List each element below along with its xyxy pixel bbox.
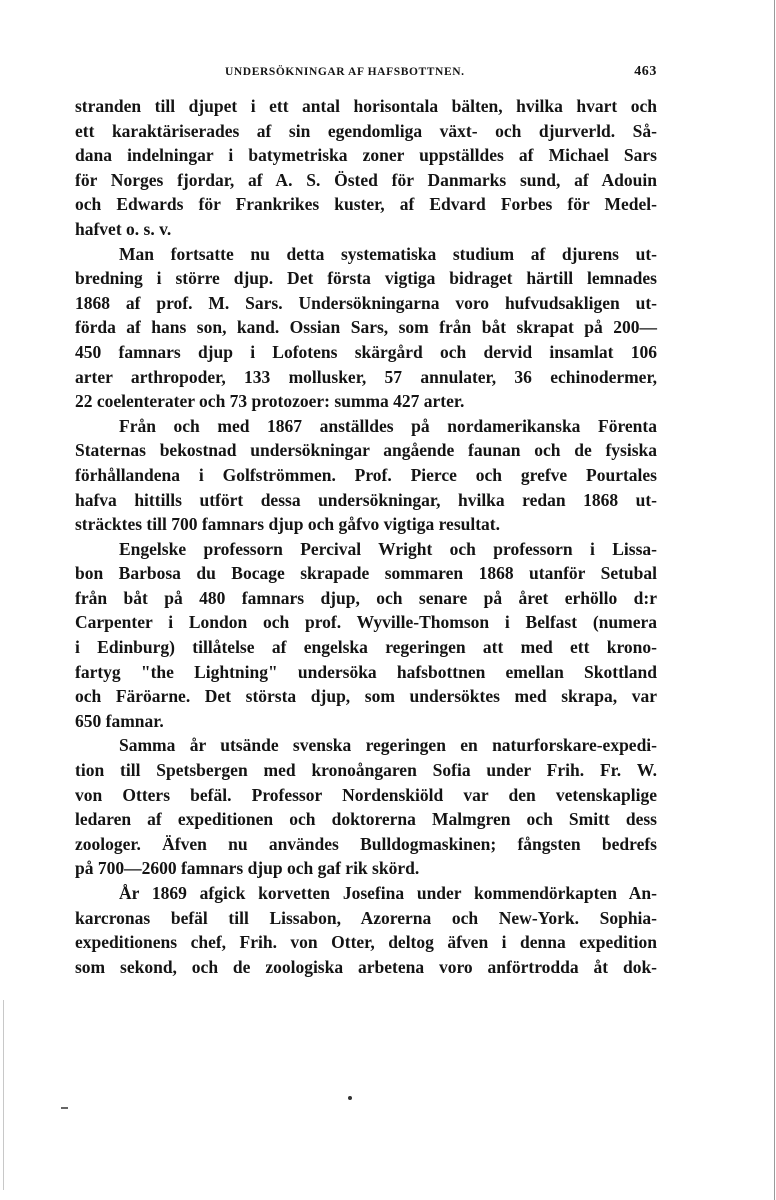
text-line: Från och med 1867 anställdes på nordamerikanska Förenta (119, 415, 657, 436)
text-line: karcronas befäl till Lissabon, Azorerna och New-York. Sophia- (75, 907, 657, 928)
text-line: på 700—2600 famnars djup och gaf rik skörd. (75, 858, 420, 879)
paragraph (75, 414, 657, 537)
scan-speck (348, 1096, 352, 1100)
text-line: sträcktes till 700 famnars djup och gåfvo vigtiga resultat. (75, 514, 500, 535)
text-line: förhållandena i Golfströmmen. Prof. Pierce och grefve Pourtales (75, 464, 657, 485)
text-line: tion till Spetsbergen med kronoångaren Sofia under Frih. Fr. W. (75, 760, 657, 781)
text-line: zoologer. Äfven nu användes Bulldogmaskinen; fångsten bedrefs (75, 833, 657, 854)
scan-margin-mark (3, 1000, 4, 1190)
text-line: för Norges fjordar, af A. S. Östed för Danmarks sund, af Adouin (75, 169, 657, 190)
text-line: i Edinburg) tillåtelse af engelska regeringen att med ett krono- (75, 637, 657, 658)
page-number: 463 (634, 64, 657, 79)
text-line: dana indelningar i batymetriska zoner uppställdes af Michael Sars (75, 145, 657, 166)
scan-speck (61, 1107, 68, 1109)
text-line: hafvet o. s. v. (75, 218, 172, 239)
text-line: Carpenter i London och prof. Wyville-Thomson i Belfast (numera (75, 612, 657, 633)
text-line: från båt på 480 famnars djup, och senare på året erhöllo d:r (75, 587, 657, 608)
text-line: stranden till djupet i ett antal horisontala bälten, hvilka hvart och (75, 96, 657, 116)
text-line: bon Barbosa du Bocage skrapade sommaren 1868 utanför Setubal (75, 563, 657, 584)
text-line: Staternas bekostnad undersökningar angående faunan och de fysiska (75, 440, 657, 461)
paragraph (75, 537, 657, 734)
text-line: ledaren af expeditionen och doktorerna Malmgren och Smitt dess (75, 809, 657, 830)
text-line: Engelske professorn Percival Wright och professorn i Lissa- (119, 538, 657, 559)
paragraph (75, 242, 657, 414)
text-line: Samma år utsände svenska regeringen en naturforskare-expedi- (119, 735, 657, 756)
text-line: som sekond, och de zoologiska arbetena voro anförtrodda åt dok- (75, 956, 657, 977)
text-line: och Färöarne. Det största djup, som undersöktes med skrapa, var (75, 686, 657, 707)
body-text (75, 94, 657, 979)
text-line: förda af hans son, kand. Ossian Sars, som från båt skrapat på 200— (75, 317, 657, 338)
text-line: 1868 af prof. M. Sars. Undersökningarna voro hufvudsakligen ut- (75, 292, 657, 313)
book-page (75, 62, 657, 979)
page-edge-line (774, 0, 775, 1200)
text-line: 450 famnars djup i Lofotens skärgård och dervid insamlat 106 (75, 341, 657, 362)
text-line: 22 coelenterater och 73 protozoer: summa 427 arter. (75, 391, 465, 412)
text-line: von Otters befäl. Professor Nordenskiöld var den vetenskaplige (75, 784, 657, 805)
text-line: Man fortsatte nu detta systematiska studium af djurens ut- (119, 243, 657, 264)
paragraph (75, 94, 657, 242)
text-line: fartyg "the Lightning" undersöka hafsbottnen emellan Skottland (75, 661, 657, 682)
text-line: ett karaktäriserades af sin egendomliga växt- och djurverld. Så- (75, 120, 657, 141)
running-title: UNDERSÖKNINGAR AF HAFSBOTTNEN. (225, 66, 465, 78)
text-line: arter arthropoder, 133 mollusker, 57 annulater, 36 echinodermer, (75, 366, 657, 387)
text-line: bredning i större djup. Det första vigtiga bidraget härtill lemnades (75, 268, 657, 289)
text-line: och Edwards för Frankrikes kuster, af Edvard Forbes för Medel- (75, 194, 657, 215)
text-line: hafva hittills utfört dessa undersökningar, hvilka redan 1868 ut- (75, 489, 657, 510)
text-line: expeditionens chef, Frih. von Otter, deltog äfven i denna expedition (75, 932, 657, 953)
paragraph (75, 733, 657, 881)
text-line: 650 famnar. (75, 710, 164, 731)
text-line: År 1869 afgick korvetten Josefina under kommendörkapten An- (119, 883, 657, 903)
paragraph (75, 881, 657, 979)
running-header (75, 62, 657, 86)
